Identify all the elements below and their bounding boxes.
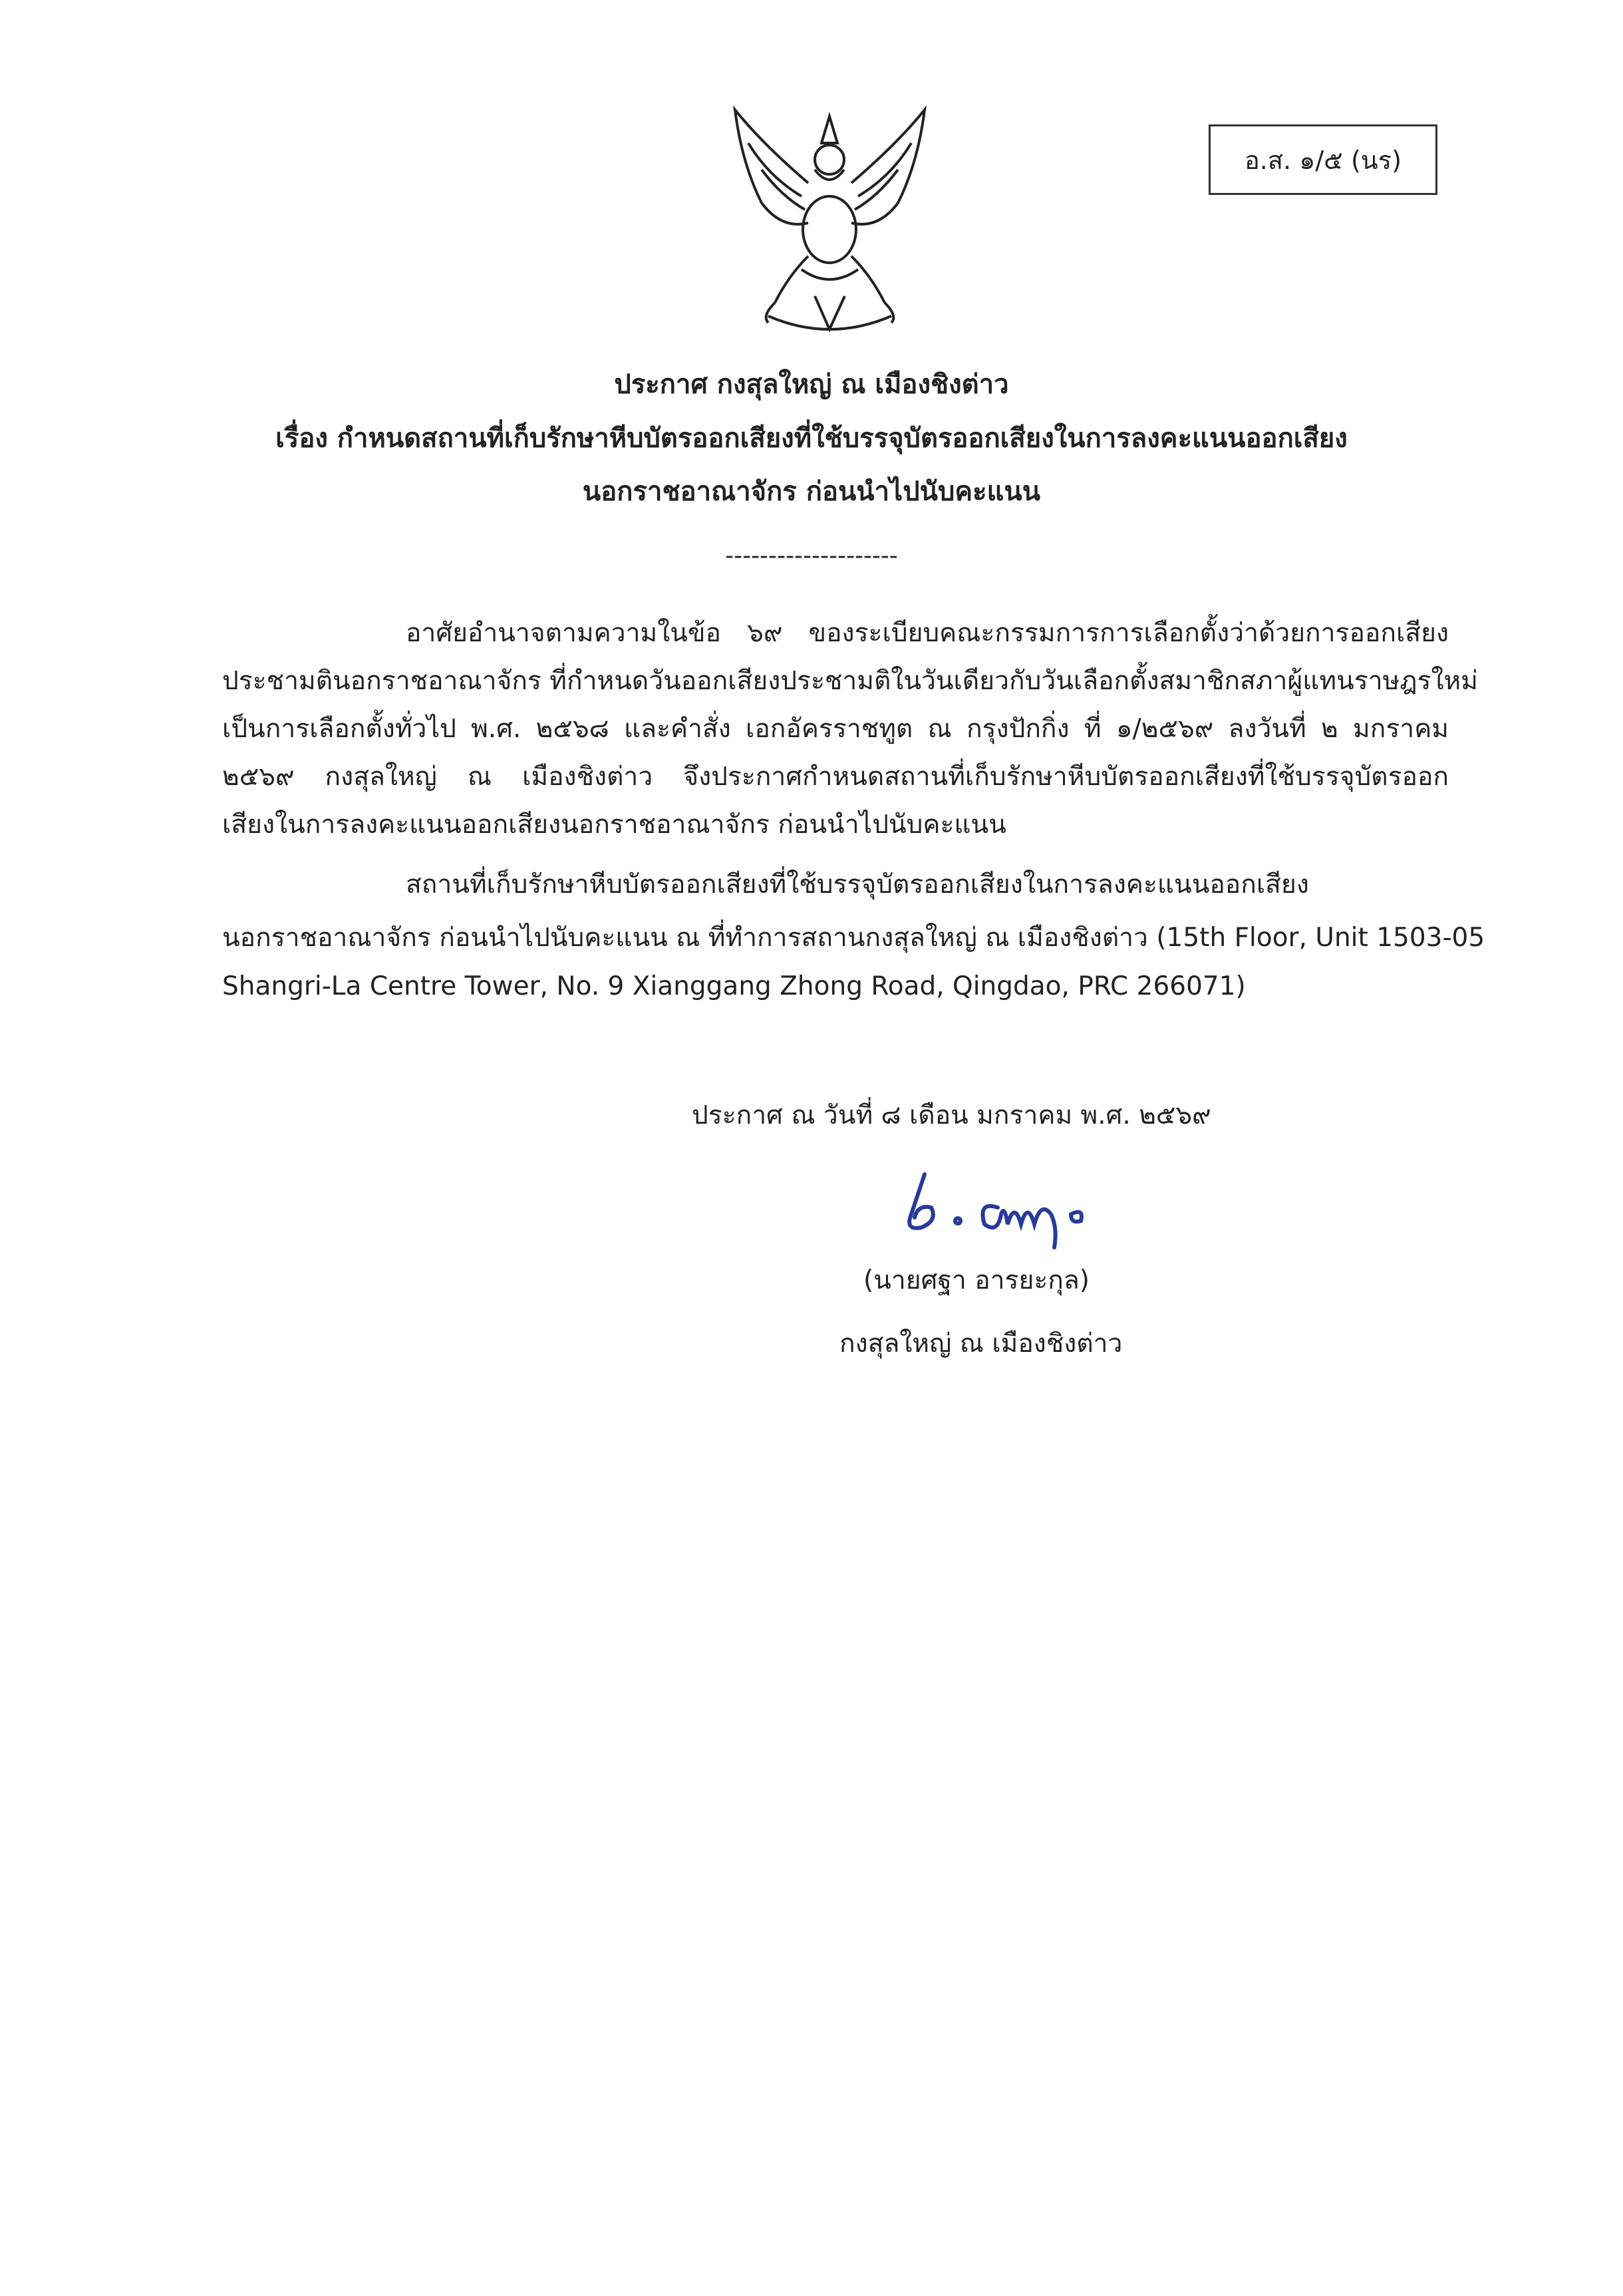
garuda-emblem-icon [722, 103, 938, 343]
announcement-title: ประกาศ กงสุลใหญ่ ณ เมืองชิงต่าว [614, 369, 1009, 400]
subject-line-2: นอกราชอาณาจักร ก่อนนำไปนับคะแนน [582, 476, 1041, 507]
paragraph2-line: Shangri-La Centre Tower, No. 9 Xianggang Zhong Road, Qingdao, PRC 266071) [222, 971, 1246, 1001]
paragraph1-line: ๒๕๖๙ กงสุลใหญ่ ณ เมืองชิงต่าว จึงประกาศกำหนดสถานที่เก็บรักษาหีบบัตรออกเสียงที่ใช้บรรจุบัตรออก [222, 762, 1449, 792]
separator: -------------------- [725, 542, 898, 570]
paragraph1-line: อาศัยอำนาจตามความในข้อ ๖๙ ของระเบียบคณะกรรมการการเลือกตั้งว่าด้วยการออกเสียง [406, 618, 1449, 648]
signer-title: กงสุลใหญ่ ณ เมืองชิงต่าว [839, 1329, 1123, 1359]
signer-name: (นายศฐา อารยะกุล) [863, 1265, 1090, 1295]
signature [891, 1168, 1111, 1254]
paragraph1-line: ประชามตินอกราชอาณาจักร ที่กำหนดวันออกเสียงประชามติในวันเดียวกับวันเลือกตั้งสมาชิกสภาผู้แทนราษฎรใหม่ [222, 666, 1478, 696]
form-code-box: อ.ส. ๑/๕ (นร) [1209, 124, 1437, 195]
paragraph1-line: เป็นการเลือกตั้งทั่วไป พ.ศ. ๒๕๖๘ และคำสั่ง เอกอัครราชทูต ณ กรุงปักกิ่ง ที่ ๑/๒๕๖๙ ลงวันที่ ๒ มกราคม [222, 714, 1449, 744]
subject-line-1: เรื่อง กำหนดสถานที่เก็บรักษาหีบบัตรออกเสียงที่ใช้บรรจุบัตรออกเสียงในการลงคะแนนออกเสียง [275, 423, 1348, 454]
announcement-date: ประกาศ ณ วันที่ ๘ เดือน มกราคม พ.ศ. ๒๕๖๙ [692, 1100, 1211, 1130]
paragraph1-line: เสียงในการลงคะแนนออกเสียงนอกราชอาณาจักร ก่อนนำไปนับคะแนน [222, 810, 1006, 840]
paragraph2-line: สถานที่เก็บรักษาหีบบัตรออกเสียงที่ใช้บรรจุบัตรออกเสียงในการลงคะแนนออกเสียง [406, 870, 1309, 900]
paragraph2-line: นอกราชอาณาจักร ก่อนนำไปนับคะแนน ณ ที่ทำการสถานกงสุลใหญ่ ณ เมืองชิงต่าว (15th Floor, Unit 1503-05 [222, 923, 1485, 953]
